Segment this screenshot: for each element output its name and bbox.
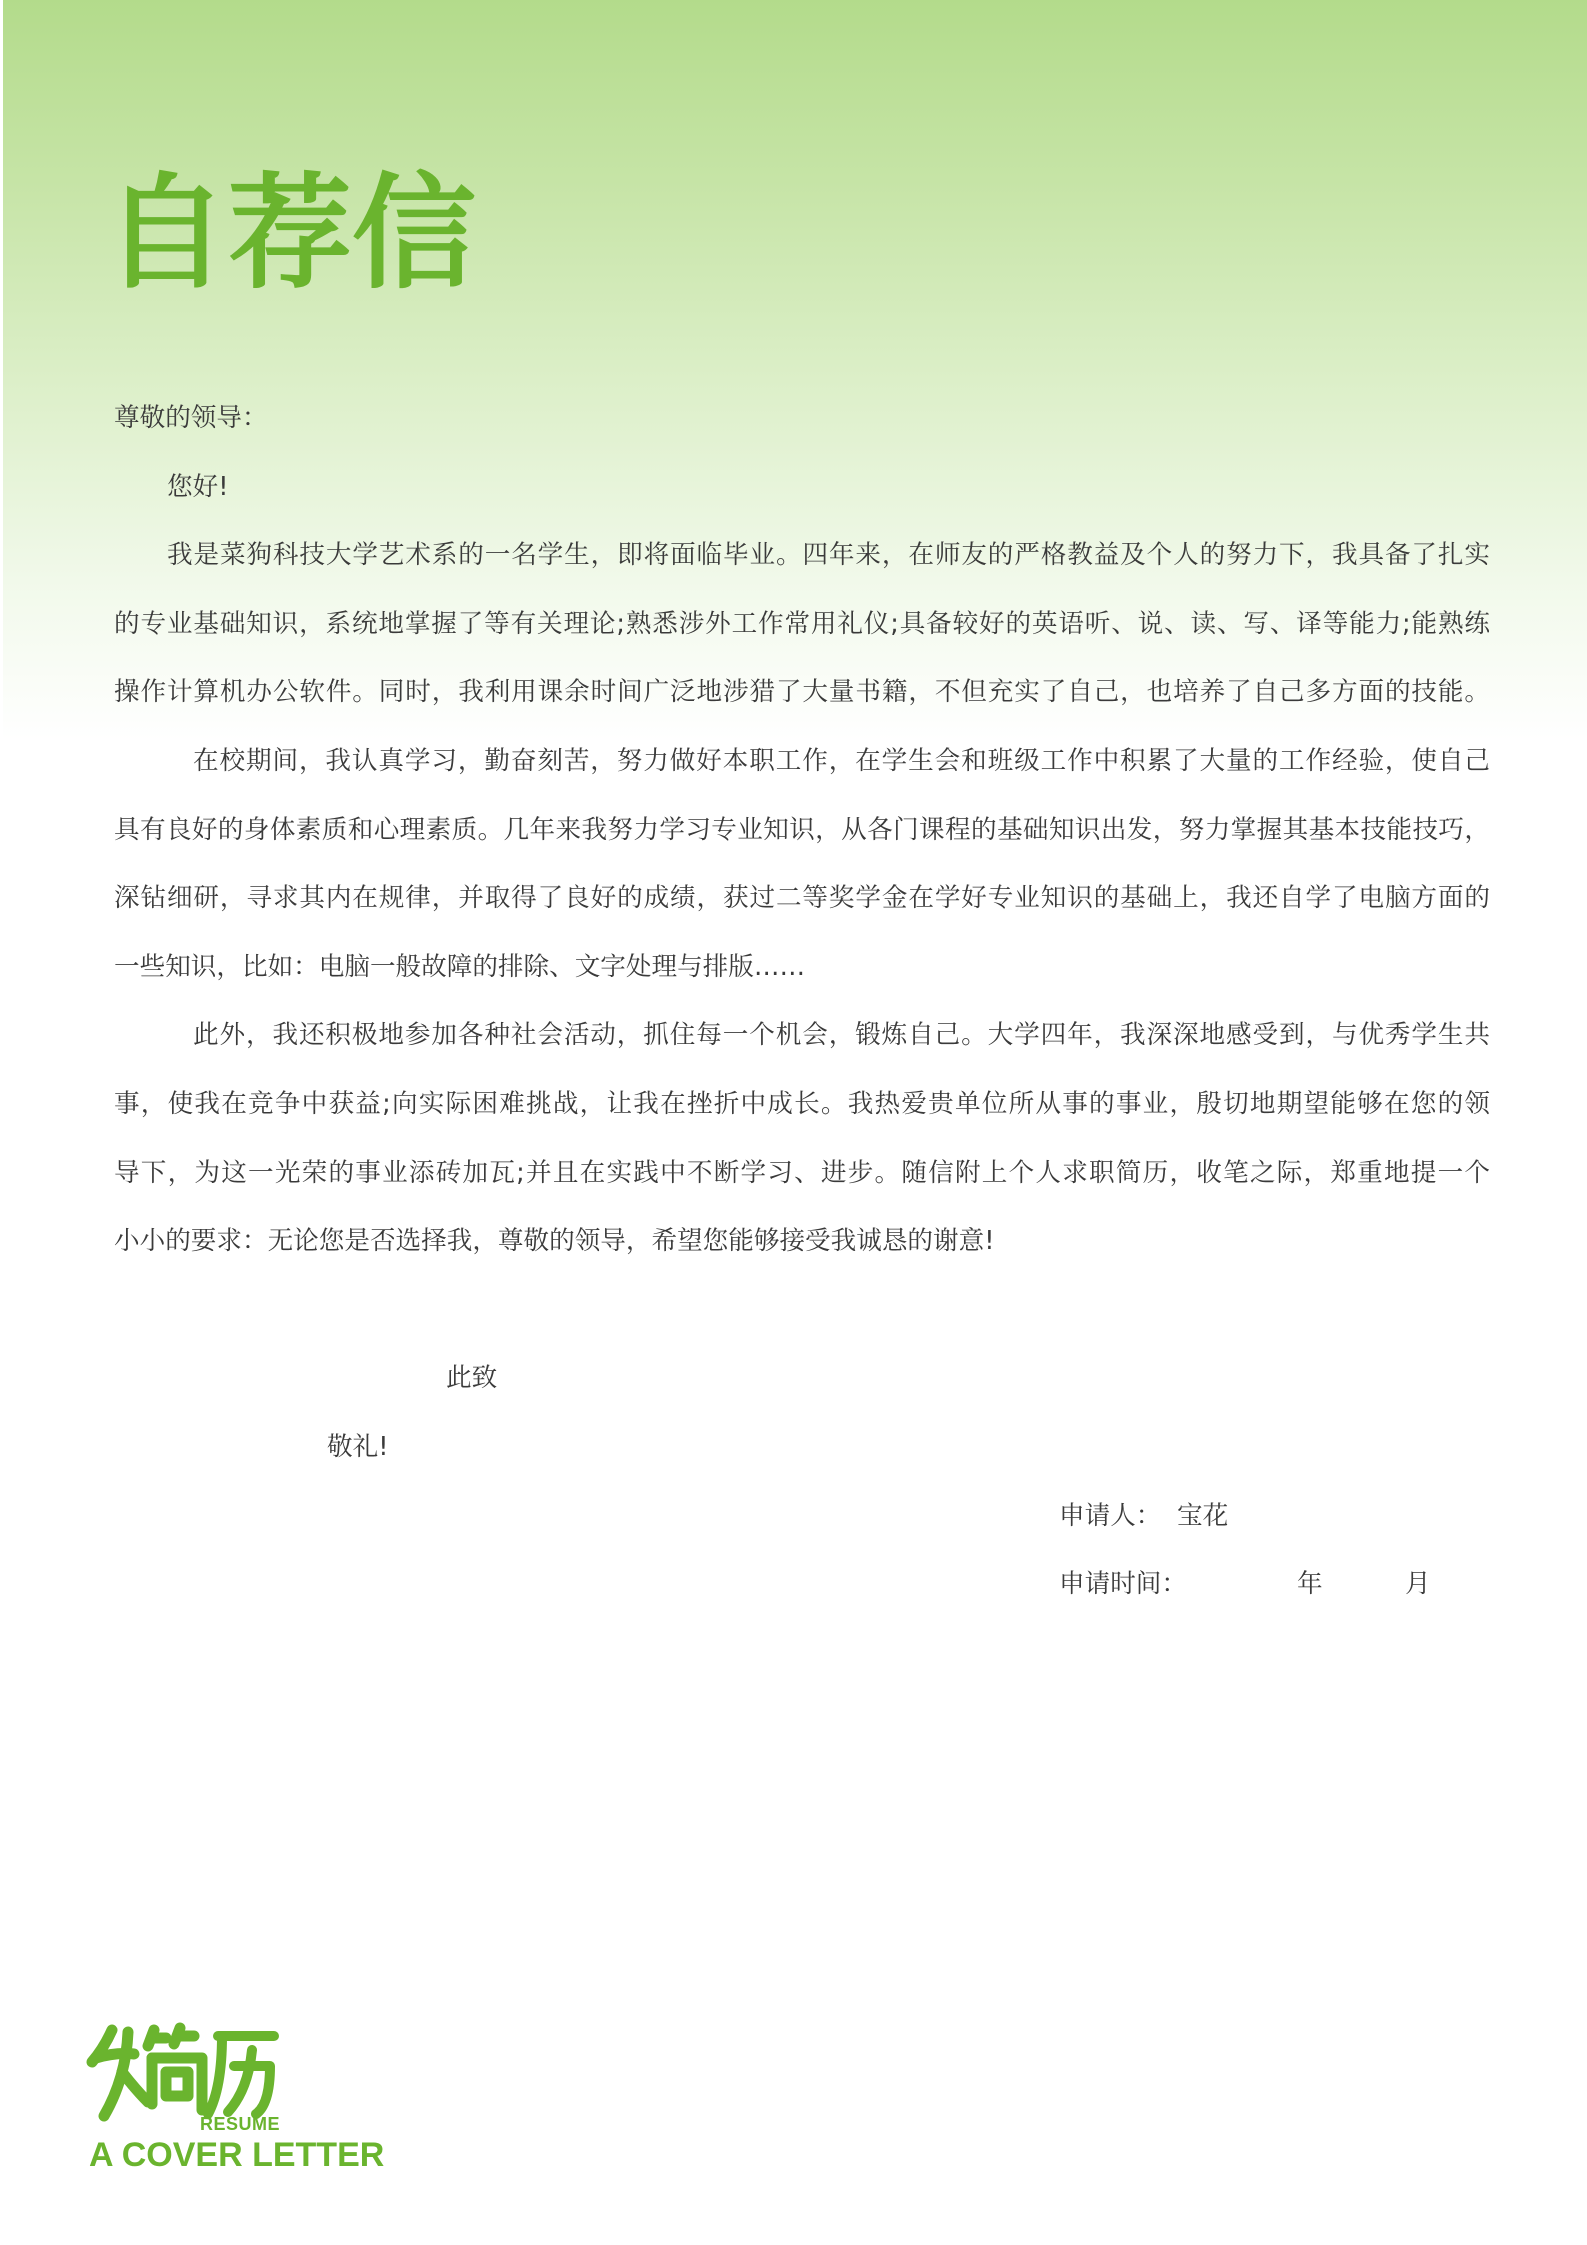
paragraph-line: 我是菜狗科技大学艺术系的一名学生，即将面临毕业。四年来，在师友的严格教益及个人的努力下，我具备了扎实 bbox=[167, 540, 1490, 571]
applicant-label: 申请人： bbox=[1059, 1500, 1162, 1531]
paragraph-line: 具有良好的身体素质和心理素质。几年来我努力学习专业知识，从各门课程的基础知识出发，努力掌握其基本技能技巧， bbox=[114, 814, 1490, 845]
closing-line-2: 敬礼! bbox=[327, 1431, 389, 1462]
applicant-row bbox=[114, 1482, 1490, 1551]
salutation: 尊敬的领导： bbox=[114, 403, 268, 433]
closing-line-1: 此致 bbox=[446, 1363, 498, 1394]
paragraph-line: 导下，为这一光荣的事业添砖加瓦;并且在实践中不断学习、进步。随信附上个人求职简历，收笔之际，郑重地提一个 bbox=[114, 1157, 1490, 1188]
paragraph-line: 深钻细研，寻求其内在规律，并取得了良好的成绩，获过二等奖学金在学好专业知识的基础上，我还自学了电脑方面的 bbox=[114, 883, 1490, 914]
paragraph-2 bbox=[114, 727, 1490, 1001]
letter-body bbox=[114, 384, 1490, 1619]
logo-tagline: A COVER LETTER bbox=[89, 2136, 385, 2174]
greeting: 您好! bbox=[167, 471, 229, 502]
paragraph-line: 的专业基础知识，系统地掌握了等有关理论;熟悉涉外工作常用礼仪;具备较好的英语听、说、读、写、译等能力;能熟练 bbox=[114, 608, 1490, 639]
paragraph-line: 小小的要求：无论您是否选择我，尊敬的领导，希望您能够接受我诚恳的谢意! bbox=[114, 1226, 995, 1257]
paragraph-line: 操作计算机办公软件。同时，我利用课余时间广泛地涉猎了大量书籍，不但充实了自己，也培养了自己多方面的技能。 bbox=[114, 677, 1490, 708]
year-label: 年 bbox=[1297, 1569, 1323, 1600]
paragraph-1 bbox=[114, 521, 1490, 727]
blank-line bbox=[114, 1276, 1490, 1345]
paragraph-line: 一些知识，比如：电脑一般故障的排除、文字处理与排版…… bbox=[114, 951, 806, 982]
page-title: 自荐信 bbox=[104, 162, 477, 306]
date-row bbox=[114, 1550, 1490, 1619]
paragraph-line: 此外，我还积极地参加各种社会活动，抓住每一个机会，锻炼自己。大学四年，我深深地感受到，与优秀学生共 bbox=[193, 1020, 1490, 1051]
date-label: 申请时间： bbox=[1059, 1569, 1187, 1600]
logo-subtitle: RESUME bbox=[200, 2114, 281, 2134]
paragraph-line: 事，使我在竞争中获益;向实际困难挑战，让我在挫折中成长。我热爱贵单位所从事的事业，殷切地期望能够在您的领 bbox=[114, 1088, 1490, 1119]
brand-logo bbox=[86, 2018, 386, 2188]
paragraph-3 bbox=[114, 1001, 1490, 1275]
month-label: 月 bbox=[1405, 1569, 1431, 1600]
paragraph-line: 在校期间，我认真学习，勤奋刻苦，努力做好本职工作，在学生会和班级工作中积累了大量的工作经验，使自己 bbox=[193, 745, 1490, 776]
applicant-name: 宝花 bbox=[1177, 1500, 1229, 1531]
